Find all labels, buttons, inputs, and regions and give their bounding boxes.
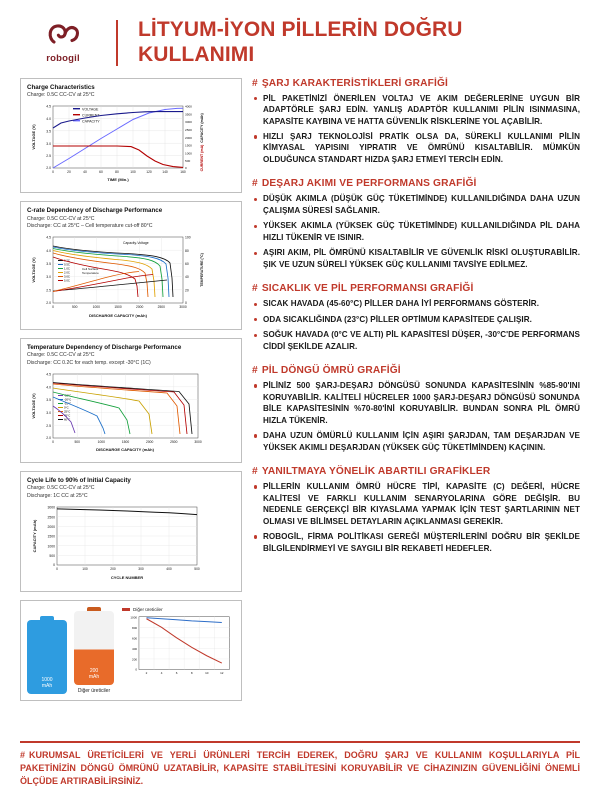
svg-text:200: 200 (110, 566, 116, 571)
section-heading (252, 365, 580, 376)
svg-text:2500: 2500 (170, 440, 178, 445)
svg-text:CAPACITY: CAPACITY (82, 119, 100, 124)
battery-value-number: 1000 (41, 677, 53, 684)
chart-title: C-rate Dependency of Discharge Performance (27, 207, 163, 215)
svg-text:3000: 3000 (179, 305, 187, 310)
svg-text:DISCHARGE CAPACITY (mAh): DISCHARGE CAPACITY (mAh) (89, 313, 147, 319)
svg-text:TEMPERATURE (°C): TEMPERATURE (°C) (200, 253, 204, 287)
svg-text:1500: 1500 (121, 440, 130, 445)
svg-text:Capacity-Voltage: Capacity-Voltage (123, 241, 149, 246)
svg-text:4.0: 4.0 (46, 248, 51, 253)
svg-text:3.5: 3.5 (46, 398, 51, 403)
svg-text:3.0C: 3.0C (64, 274, 70, 279)
list-item: DÜŞÜK AKIMLA (DÜŞÜK GÜÇ TÜKETİMİNDE) KULLANILDIĞINDA DAHA UZUN ÇALIŞMA SÜRESİ SAĞLANIR. (252, 193, 580, 216)
svg-text:TIME (Min.): TIME (Min.) (107, 177, 129, 183)
chart-card-cycle-life (20, 471, 242, 592)
battery-blue (27, 616, 67, 694)
battery-orange (74, 607, 114, 694)
section-heading-text: YANILTMAYA YÖNELİK ABARTILI GRAFİKLER (261, 466, 491, 478)
section-bullets (252, 93, 580, 166)
list-item: HIZLI ŞARJ TEKNOLOJİSİ PRATİK OLSA DA, SÜREKLİ KULLANIMI PİLİN KİMYASAL YAPISINI YIPRATIR VE ÖMRÜNÜ KISALTABİLİR. MÜMKÜN OLDUĞUNCA STANDART HIZDA ŞARJ ETMEYİ TERCİH EDİN. (252, 131, 580, 165)
svg-text:0: 0 (52, 305, 54, 310)
section-heading-text: PİL DÖNGÜ ÖMRÜ GRAFİĞİ (261, 365, 401, 377)
svg-text:40: 40 (185, 275, 189, 280)
svg-text:CYCLE NUMBER: CYCLE NUMBER (110, 574, 144, 580)
list-item: PİL PAKETİNİZİ ÖNERİLEN VOLTAJ VE AKIM DEĞERLERİNE UYGUN BİR ADAPTÖRLE ŞARJ EDİN. YANLIŞ ADAPTÖR KULLANIMI PİLİN ISINMASINA, KAPASİTE KAYBINA VE HATTA GÜVENLİK RİSKLERİNE YOL AÇABİLİR. (252, 93, 580, 127)
svg-text:140: 140 (162, 170, 168, 175)
battery-value (89, 669, 99, 685)
svg-text:CAPACITY (mAh): CAPACITY (mAh) (32, 519, 37, 553)
hash-icon: # (252, 466, 258, 478)
svg-text:40: 40 (83, 170, 87, 175)
svg-text:45°C: 45°C (64, 413, 71, 418)
svg-text:3.0: 3.0 (46, 275, 51, 280)
svg-text:60°C: 60°C (64, 417, 71, 422)
chart-plot-crate (27, 233, 235, 325)
svg-text:4.5: 4.5 (46, 372, 51, 377)
svg-text:60: 60 (185, 262, 189, 267)
mini-chart-legend (122, 607, 235, 612)
section-sicaklik-pil-performansi (252, 283, 580, 352)
footer-note-text: KURUMSAL ÜRETİCİLERİ VE YERLİ ÜRÜNLERİ TERCİH EDEREK, DOĞRU ŞARJ VE KULLANIM KOŞULLARIYLA PİL PAKETİNİZİN DÖNGÜ ÖMRÜNÜ UZATABİLİR, KAPASİTE STABİLİTESİNİ KORUYABİLİR VE CİHAZINIZIN GÜVENLİĞİNİ ÖNEMLİ ÖLÇÜDE ARTIRABİLİRSİNİZ. (20, 749, 580, 786)
svg-text:400: 400 (132, 646, 138, 651)
svg-text:800: 800 (132, 625, 138, 630)
svg-text:3.5: 3.5 (46, 262, 51, 267)
list-item: ODA SICAKLIĞINDA (23°C) PİLLER OPTİMUM KAPASİTEDE ÇALIŞIR. (252, 314, 580, 325)
svg-text:100: 100 (185, 235, 191, 240)
chart-plot-temperature (27, 370, 235, 458)
svg-text:2500: 2500 (157, 305, 165, 310)
chart-subtitle-2: Discharge: CC 0.2C for each temp. except -30°C (1C) (27, 359, 151, 366)
section-heading (252, 466, 580, 477)
svg-text:6: 6 (175, 671, 178, 676)
svg-text:2.0: 2.0 (46, 301, 51, 306)
svg-text:8: 8 (190, 671, 193, 676)
svg-text:1500: 1500 (47, 534, 55, 539)
svg-text:0: 0 (56, 566, 58, 571)
svg-text:2000: 2000 (146, 440, 154, 445)
svg-text:4.5: 4.5 (46, 104, 51, 109)
svg-text:20: 20 (185, 288, 189, 293)
svg-text:CURRENT: CURRENT (82, 113, 100, 118)
svg-text:VOLTAGE: VOLTAGE (82, 107, 99, 112)
svg-text:1500: 1500 (185, 143, 192, 148)
svg-text:2000: 2000 (47, 524, 55, 529)
svg-text:2000: 2000 (185, 135, 192, 140)
svg-text:500: 500 (185, 159, 191, 164)
svg-text:500: 500 (49, 553, 55, 558)
svg-text:2500: 2500 (185, 128, 192, 133)
svg-text:3.5: 3.5 (46, 129, 51, 134)
svg-text:0: 0 (53, 562, 55, 567)
section-heading-text: DEŞARJ AKIMI VE PERFORMANS GRAFİĞİ (261, 178, 477, 190)
page-content (0, 74, 600, 709)
svg-text:-20°C: -20°C (64, 397, 72, 402)
svg-text:VOLTAGE (V): VOLTAGE (V) (31, 124, 36, 150)
chart-title: Cycle Life to 90% of Initial Capacity (27, 477, 131, 485)
svg-text:500: 500 (71, 305, 78, 310)
text-column (252, 78, 580, 709)
list-item: SICAK HAVADA (45-60°C) PİLLER DAHA İYİ PERFORMANS GÖSTERİR. (252, 298, 580, 309)
svg-text:1.0C: 1.0C (64, 266, 70, 271)
section-sarj-karakteristikleri (252, 78, 580, 166)
chart-card-temperature (20, 338, 242, 463)
svg-text:80: 80 (115, 170, 119, 175)
battery-body (74, 611, 114, 685)
legend-swatch-icon (122, 608, 130, 611)
svg-text:CAPACITY (mAh): CAPACITY (mAh) (200, 113, 204, 143)
svg-text:2.5: 2.5 (46, 423, 51, 428)
svg-text:1000: 1000 (47, 544, 55, 549)
mini-comparison-chart (122, 607, 235, 694)
svg-text:60: 60 (99, 170, 103, 175)
brand-name: robogil (46, 53, 80, 65)
battery-value-number: 200 (89, 668, 99, 675)
page-header (0, 0, 600, 74)
svg-text:1000: 1000 (185, 151, 192, 156)
svg-text:0.2C: 0.2C (64, 258, 70, 263)
list-item: PİLİNİZ 500 ŞARJ-DEŞARJ DÖNGÜSÜ SONUNDA KAPASİTESİNİN %85-90'INI KORUYABİLİR. KALİTELİ HÜCRELER 1000 ŞARJ-DEŞARJ DÖNGÜSÜ SONUNDA BİLE KAPASİTESİNİN %70-80'İNİ KORUYABİLİR. BUNDAN SONRA PİL ÖMRÜ HIZLA TÜKENİR. (252, 380, 580, 426)
svg-text:2: 2 (145, 671, 148, 676)
comparison-graphic (20, 600, 242, 701)
battery-comparison (27, 607, 114, 694)
svg-text:4.0: 4.0 (46, 385, 51, 390)
chart-plot-cycle (27, 503, 235, 587)
svg-text:300: 300 (138, 566, 144, 571)
svg-text:3000: 3000 (194, 440, 202, 445)
svg-text:0: 0 (185, 166, 187, 171)
svg-text:4000: 4000 (185, 104, 192, 109)
list-item: YÜKSEK AKIMLA (YÜKSEK GÜÇ TÜKETİMİNDE) KULLANILDIĞINDA PİL DAHA HIZLI TÜKENİR VE ISINIR. (252, 220, 580, 243)
section-heading-text: SICAKLIK VE PİL PERFORMANSI GRAFİĞİ (261, 283, 474, 295)
chart-title: Temperature Dependency of Discharge Performance (27, 344, 182, 352)
svg-text:160: 160 (180, 170, 186, 175)
svg-text:0: 0 (52, 170, 54, 175)
robogil-logo-icon (46, 21, 80, 51)
svg-text:400: 400 (166, 566, 172, 571)
svg-text:1000: 1000 (97, 440, 105, 445)
battery-name-label: Diğer üreticiler (77, 687, 111, 694)
footer-note (20, 749, 580, 788)
section-heading (252, 178, 580, 189)
svg-text:25°C: 25°C (64, 409, 71, 414)
svg-text:2000: 2000 (136, 305, 144, 310)
svg-text:Cell Surface: Cell Surface (82, 267, 99, 272)
chart-subtitle-2: Discharge: 1C CC at 25°C (27, 492, 88, 499)
battery-value-unit: mAh (41, 682, 53, 689)
chart-subtitle: Charge: 0.5C CC-CV at 25°C (27, 215, 95, 222)
svg-text:-30°C: -30°C (64, 393, 72, 398)
hash-icon: # (252, 283, 258, 295)
section-bullets (252, 380, 580, 453)
svg-text:3.0: 3.0 (46, 411, 51, 416)
section-bullets (252, 193, 580, 270)
svg-text:120: 120 (146, 170, 152, 175)
charts-column (20, 78, 242, 709)
svg-text:10: 10 (205, 671, 209, 676)
svg-text:80: 80 (185, 248, 189, 253)
legend-label: Diğer üreticiler (133, 606, 163, 612)
svg-text:1000: 1000 (92, 305, 100, 310)
chart-card-c-rate (20, 201, 242, 330)
chart-subtitle: Charge: 0.5C CC-CV at 25°C (27, 352, 95, 359)
section-heading (252, 283, 580, 294)
list-item: DAHA UZUN ÖMÜRLÜ KULLANIM İÇİN AŞIRI ŞARJDAN, TAM DEŞARJDAN VE YÜKSEK AKIMLI DEŞARJDAN (YÜKSEK GÜÇ TÜKETİMİNDEN) KAÇININ. (252, 430, 580, 453)
section-pil-dongu-omru (252, 365, 580, 453)
battery-value-unit: mAh (88, 673, 100, 680)
list-item: SOĞUK HAVADA (0°C VE ALTI) PİL KAPASİTESİ DÜŞER, -30°C'DE PERFORMANS CİDDİ ŞEKİLDE AZALIR. (252, 329, 580, 352)
svg-text:Temperature: Temperature (82, 271, 99, 276)
svg-text:3.0: 3.0 (46, 141, 51, 146)
svg-text:0: 0 (135, 667, 138, 672)
svg-text:4: 4 (160, 671, 163, 676)
section-bullets (252, 481, 580, 554)
chart-card-charge-characteristics (20, 78, 242, 194)
hash-icon: # (252, 365, 258, 377)
svg-text:3500: 3500 (185, 112, 192, 117)
svg-text:2.0: 2.0 (46, 436, 51, 441)
chart-subtitle: Charge: 0.5C CC-CV at 25°C (27, 485, 95, 492)
svg-text:DISCHARGE CAPACITY (mAh): DISCHARGE CAPACITY (mAh) (96, 447, 154, 453)
svg-text:600: 600 (132, 636, 138, 641)
svg-text:0°C: 0°C (64, 405, 69, 410)
svg-text:12: 12 (220, 671, 224, 676)
hash-icon: # (20, 749, 26, 760)
svg-text:0: 0 (185, 301, 187, 306)
chart-subtitle-2: Discharge: CC at 25°C – Cell temperature cut-off 80°C (27, 222, 153, 229)
chart-plot-charge (27, 102, 235, 188)
svg-text:100: 100 (82, 566, 88, 571)
section-bullets (252, 298, 580, 352)
svg-text:0: 0 (52, 440, 54, 445)
list-item: PİLLERİN KULLANIM ÖMRÜ HÜCRE TİPİ, KAPASİTE (C) DEĞERİ, HÜCRE KALİTESİ VE FARKLI KULLANIM SENARYOLARINA GÖRE DEĞİŞİR. BU NEDENLE GERÇEKÇİ BİR KIYASLAMA YAPMAK İÇİN TEST ŞARTLARININ NET OLMASI VE BİLİMSEL DETAYLARIN AÇIKLANMASI GEREKİR. (252, 481, 580, 527)
svg-text:200: 200 (132, 657, 138, 662)
svg-text:4.0: 4.0 (46, 117, 51, 122)
svg-text:2500: 2500 (47, 515, 55, 520)
page-title: LİTYUM-İYON PİLLERİN DOĞRU KULLANIMI (137, 18, 463, 66)
section-yaniltmaya-yonelik (252, 466, 580, 554)
svg-text:20: 20 (67, 170, 71, 175)
svg-text:100: 100 (130, 170, 136, 175)
brand-logo (24, 21, 102, 64)
battery-value (41, 678, 52, 694)
header-divider (116, 20, 118, 66)
svg-text:VOLTAGE (V): VOLTAGE (V) (31, 393, 36, 419)
section-desarj-akimi (252, 178, 580, 270)
svg-text:3000: 3000 (185, 120, 192, 125)
svg-text:1500: 1500 (114, 305, 122, 310)
page-footer (20, 741, 580, 788)
list-item: AŞIRI AKIM, PİL ÖMRÜNÜ KISALTABİLİR VE GÜVENLİK RİSKİ OLUŞTURABİLİR. ŞIK VE UZUN SÜRELİ YÜKSEK GÜÇ KULLANIMI TAVSİYE EDİLMEZ. (252, 247, 580, 270)
chart-title: Charge Characteristics (27, 83, 95, 91)
svg-text:2.5: 2.5 (46, 288, 51, 293)
hash-icon: # (252, 178, 258, 190)
svg-text:3000: 3000 (47, 505, 55, 510)
svg-text:CURRENT (mA): CURRENT (mA) (200, 144, 204, 172)
svg-text:2.5: 2.5 (46, 154, 51, 159)
list-item: ROBOGİL, FİRMA POLİTİKASI GEREĞİ MÜŞTERİLERİNİ DOĞRU BİR ŞEKİLDE BİLGİLENDİRMEYİ VE SAYGILI BİR REKABETİ HEDEFLER. (252, 531, 580, 554)
svg-text:5.0C: 5.0C (64, 278, 70, 283)
battery-body (27, 620, 67, 694)
svg-text:VOLTAGE (V): VOLTAGE (V) (31, 257, 36, 283)
hash-icon: # (252, 77, 258, 89)
section-heading-text: ŞARJ KARAKTERİSTİKLERİ GRAFİĞİ (261, 77, 449, 89)
svg-text:1000: 1000 (130, 615, 138, 620)
svg-text:0.5C: 0.5C (64, 262, 70, 267)
svg-text:2.0C: 2.0C (64, 270, 70, 275)
svg-text:2.0: 2.0 (46, 166, 51, 171)
svg-text:500: 500 (74, 440, 80, 445)
svg-text:-10°C: -10°C (64, 401, 72, 406)
section-heading (252, 78, 580, 89)
chart-subtitle: Charge: 0.5C CC-CV at 25°C (27, 91, 95, 98)
footer-divider (20, 741, 580, 743)
svg-text:4.5: 4.5 (46, 235, 51, 240)
svg-text:500: 500 (194, 566, 200, 571)
